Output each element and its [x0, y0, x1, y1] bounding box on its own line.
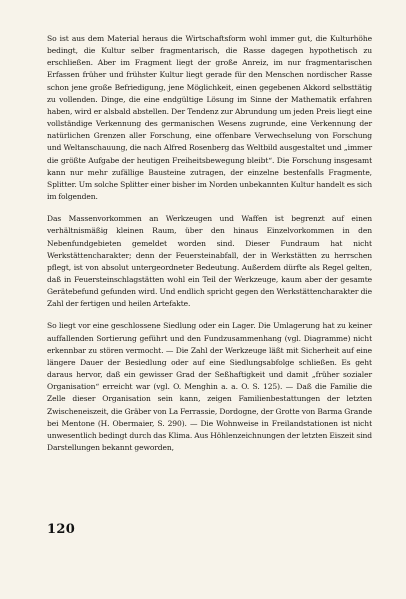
- paragraph-1: So ist aus dem Material heraus die Wirtschaftsform wohl immer gut, die Kulturhöhe bedingt, die Kultur selber fragmentarisch, die Rasse dagegen hypothetisch zu erschließen. Aber im Fragment liegt der große Anreiz, im nur fragmentarischen Erfassen früher und frühster Kultur liegt gerade für den Menschen nordischer Rasse schon jene große Befriedigung, jene Möglichkeit, einen gegebenen Akkord selbsttätig zu vollenden. Dinge, die eine endgültige Lösung im Sinne der Mathematik erfahren haben, wird er alsbald abstellen. Der Tendenz zur Abrundung um jeden Preis liegt eine vollständige Verkennung des germanischen Wesens zugrunde, eine Verkennung der natürlichen Grenzen aller Forschung, eine offenbare Verwechselung von Forschung und Weltanschauung, die nach Alfred Rosenberg das Weltbild ausgestaltet und „immer die größte Aufgabe der heutigen Freiheitsbewegung bleibt“. Die Forschung insgesamt kann nur mehr zufällige Bausteine zutragen, der einzelne bestenfalls Fragmente, Splitter. Um solche Splitter einer bisher im Norden unbekannten Kultur handelt es sich im folgenden.: [47, 34, 372, 202]
- paragraph-3: So liegt vor eine geschlossene Siedlung oder ein Lager. Die Umlagerung hat zu keiner auffallenden Sortierung geführt und den Fundzusammenhang (vgl. Diagramme) nicht erkennbar zu stören vermocht. — Die Zahl der Werkzeuge läßt mit Sicherheit auf eine längere Dauer der Besiedlung oder auf eine Siedlungsabfolge schließen. Es geht daraus hervor, daß ein gewisser Grad der Seßhaftigkeit und damit „früher sozialer Organisation“ erreicht war (vgl. O. Menghin a. a. O. S. 125). — Daß die Familie die Zelle dieser Organisation sein kann, zeigen Familienbestattungen der letzten Zwischeneiszeit, die Gräber von La Ferrassie, Dordogne, der Grotte von Barma Grande bei Mentone (H. Obermaier, S. 290). — Die Wohnweise in Freilandstationen ist nicht unwesentlich bedingt durch das Klima. Aus Höhlenzeichnungen der letzten Eiszeit sind Darstellungen bekannt geworden,: [47, 321, 372, 452]
- body-text: [47, 33, 372, 454]
- paragraph-2: Das Massenvorkommen an Werkzeugen und Waffen ist begrenzt auf einen verhältnismäßig kleinen Raum, über den hinaus Einzelvorkommen in den Nebenfundgebieten gemeldet worden sind. Dieser Fundraum hat nicht Werkstättencharakter; denn der Feuersteinabfall, der in Werkstätten zu herrschen pflegt, ist von absolut untergeordneter Bedeutung. Außerdem dürfte als Regel gelten, daß in Feuersteinschlagstätten wohl ein Teil der Werkzeuge, kaum aber der gesamte Gerätebefund gefunden wird. Und endlich spricht gegen den Werkstättencharakter die Zahl der fertigen und heilen Artefakte.: [47, 214, 372, 309]
- page-number: 120: [47, 522, 76, 537]
